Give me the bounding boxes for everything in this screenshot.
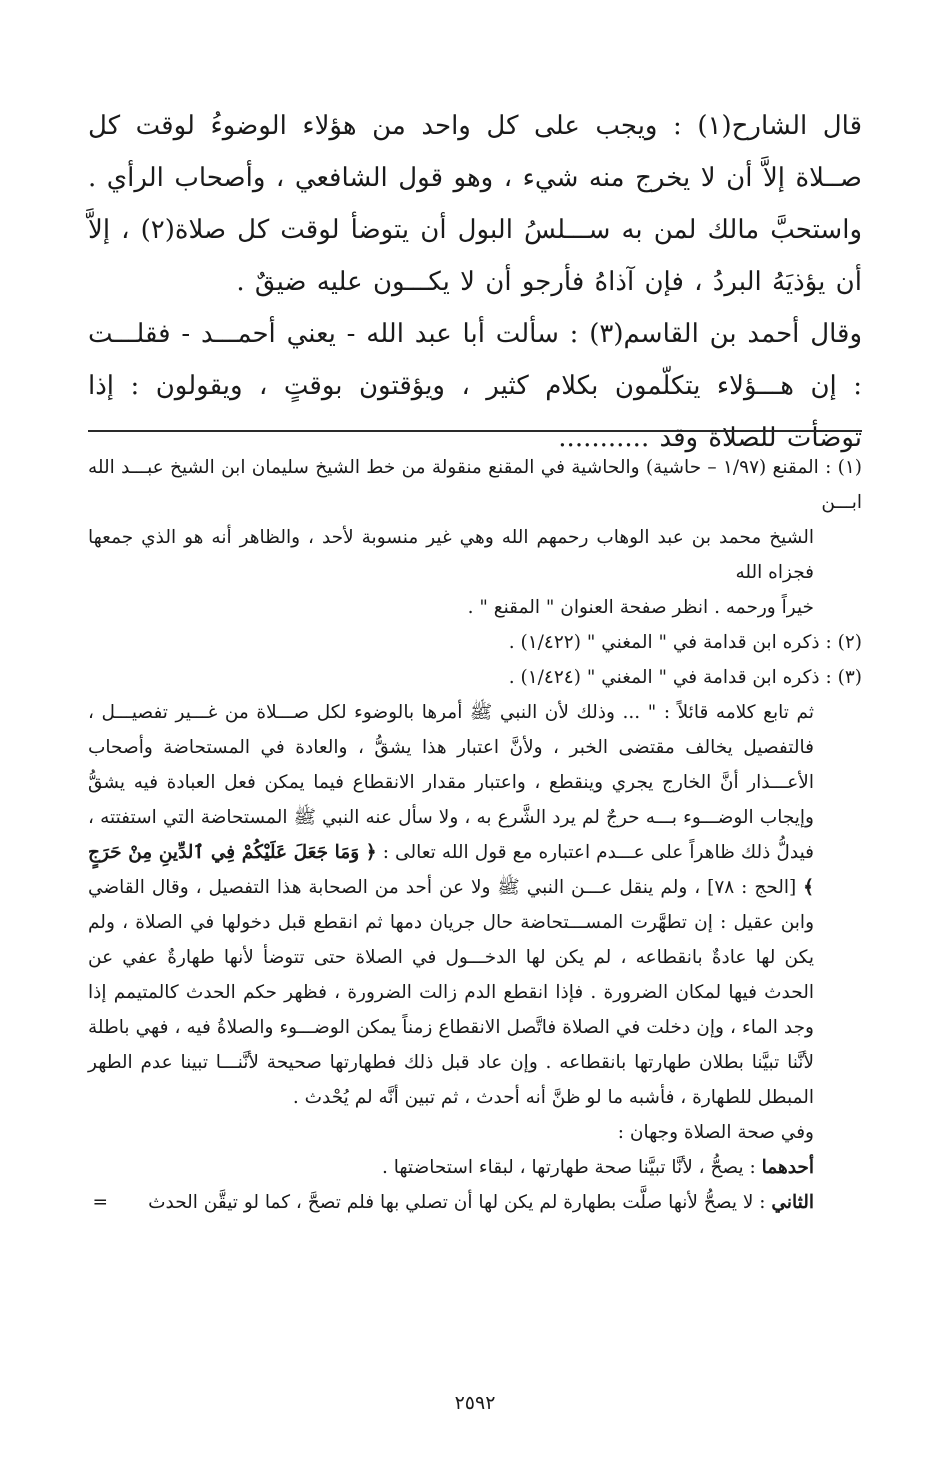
first-view-text: : يصحُّ ، لأنَّا تبيَّنا صحة طهارتها ، لبقاء استحاضتها . xyxy=(381,1157,756,1178)
quran-verse: ﴿ وَمَا جَعَلَ عَلَيْكُمْ فِي ٱلدِّينِ مِنْ حَرَجٍ ﴾ xyxy=(88,842,815,898)
second-view-label: الثاني xyxy=(771,1192,814,1213)
footnote-3: (٣) : ذكره ابن قدامة في " المغني " (١/٤٢٤) . xyxy=(508,667,862,688)
footnote-2: (٢) : ذكره ابن قدامة في " المغني " (١/٤٢٢) . xyxy=(508,632,862,653)
footnote-1-line-2: الشيخ محمد بن عبد الوهاب رحمهم الله وهي غير منسوبة لأحد ، والظاهر أنه هو الذي جمعها فجزاه الله xyxy=(88,527,814,583)
page-number: ٢٥٩٢ xyxy=(454,1392,496,1414)
two-views-heading: وفي صحة الصلاة وجهان : xyxy=(617,1122,814,1143)
footnote-3-continuation xyxy=(88,695,862,1115)
footnote-1-line-1: (١) : المقنع (١/٩٧ – حاشية) والحاشية في المقنع منقولة من خط الشيخ سليمان ابن الشيخ عبـــد الله ابـــن xyxy=(88,457,863,513)
second-view xyxy=(88,1185,862,1220)
footnote-separator xyxy=(88,430,862,432)
footnotes xyxy=(88,450,862,1220)
second-view-text: : لا يصحُّ لأنها صلَّت بطهارة لم يكن لها أن تصلي بها فلم تصحَّ ، كما لو تيقَّن الحدث xyxy=(148,1192,766,1213)
continuation-after-verse: [الحج : ٧٨] ، ولم ينقل عـــن النبي ﷺ ولا عن أحد من الصحابة هذا التفصيل ، وقال القاضي وابن عقيل : إن تطهَّرت المســـتحاضة حال جريان دمها ثم انقطع قبل دخولها في الصلاة ، ولم يكن لها عادةٌ بانقطاعه ، لم يكن لها الدخـــول في الصلاة حتى تتوضأ لأنها طهارةٌ عفي عن الحدث فيها لمكان الضرورة . فإذا انقطع الدم زالت الضرورة ، فظهر حكم الحدث كالمتيمم إذا وجد الماء ، وإن دخلت في الصلاة فاتَّصل الانقطاع زمناً يمكن الوضـــوء والصلاةُ فيه ، فهي باطلة لأنَّنا تبيَّنا بطلان طهارتها بانقطاعه . وإن عاد قبل ذلك فطهارتها صحيحة لأنَّنـــا تبينا عدم الطهر المبطل للطهارة ، فأشبه ما لو ظنَّ أنه أحدث ، ثم تبين أنَّه لم يُحْدث . xyxy=(88,877,814,1108)
first-view-label: أحدهما xyxy=(761,1157,814,1178)
main-paragraph-1: قال الشارح(١) : ويجب على كل واحد من هؤلاء الوضوءُ لوقت كل صــلاة إلاَّ أن لا يخرج منه شيء ، وهو قول الشافعي ، وأصحاب الرأي . واستحبَّ مالك لمن به ســـلسُ البول أن يتوضأ لوقت كل صلاة(٢) ، إلاَّ أن يؤذيَهُ البردُ ، فإن آذاهُ فأرجو أن لا يكـــون عليه ضيقٌ . xyxy=(88,111,863,297)
main-paragraph-2: وقال أحمد بن القاسم(٣) : سألت أبا عبد الله - يعني أحمـــد - فقلـــت : إن هـــؤلاء يتكلّمون بكلام كثير ، ويؤقتون بوقتٍ ، ويقولون : إذا توضأت للصلاة وقد ........... xyxy=(88,319,863,453)
continuation-mark: = xyxy=(92,1192,109,1213)
footnote-1-line-3: خيراً ورحمه . انظر صفحة العنوان " المقنع " . xyxy=(467,597,814,618)
main-text xyxy=(88,100,862,464)
first-view xyxy=(88,1150,862,1185)
continuation-intro: ثم تابع كلامه قائلاً : " ... وذلك لأن النبي ﷺ أمرها بالوضوء لكل صـــلاة من غـــير تفصيـــل ، فالتفصيل يخالف مقتضى الخبر ، ولأنَّ اعتبار هذا يشقُّ ، والعادة في المستحاضة وأصحاب الأعـــذار أنَّ الخارج يجري وينقطع ، واعتبار مقدار الانقطاع فيما يمكن فعل العبادة فيه يشقُّ وإيجاب الوضـــوء بـــه حرجٌ لم يرد الشَّرع به ، ولا سأل عنه النبي ﷺ المستحاضة التي استفتته ، فيدلُّ ذلك ظاهراً على عـــدم اعتباره مع قول الله تعالى : xyxy=(88,702,814,863)
